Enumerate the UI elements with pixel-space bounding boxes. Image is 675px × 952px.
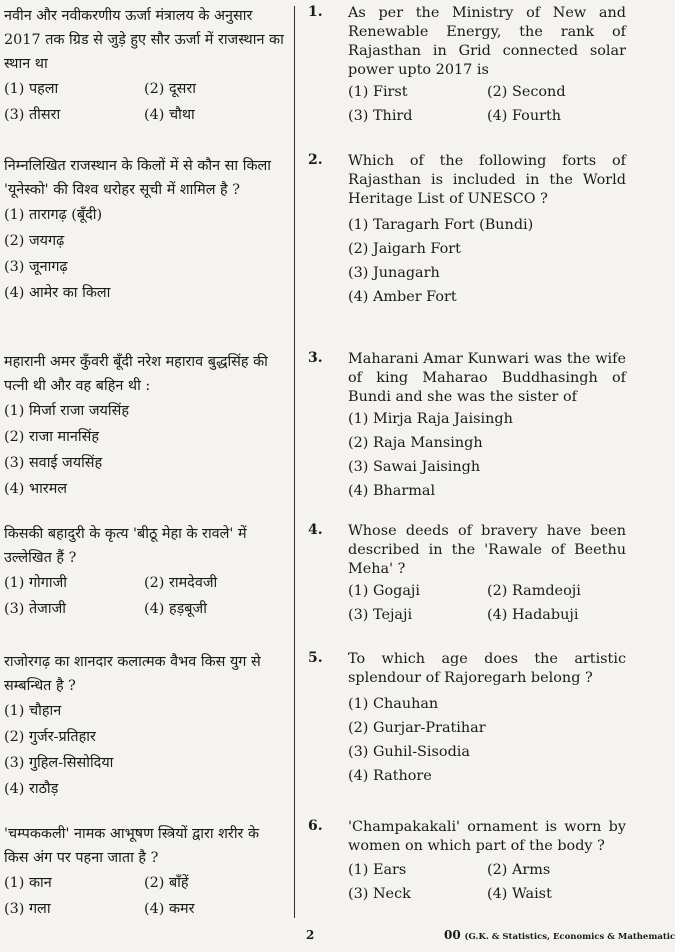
option-2: (2) Gurjar-Pratihar [348,720,486,736]
option-3: (3) Tejaji [348,607,413,623]
option-1: (1) तारागढ़ (बूँदी) [4,207,103,223]
option-2: (2) Jaigarh Fort [348,241,461,257]
option-2: (2) Ramdeoji [487,583,581,599]
option-4: (4) भारमल [4,481,68,497]
question-number: 1. [308,4,323,20]
question-text: 'चम्पककली' नामक आभूषण स्त्रियों द्वारा शरीर के किस अंग पर पहना जाता है ? [4,826,260,866]
question-text: Which of the following forts of Rajasthan is included in the World Heritage List of UNESCO ? [348,153,626,207]
hindi-question-3 [4,350,287,502]
question-text: किसकी बहादुरी के कृत्य 'बीठू मेहा के रावले' में उल्लेखित हैं ? [4,526,247,566]
option-1: (1) चौहान [4,703,62,719]
option-2: (2) जयगढ़ [4,233,65,249]
english-question-4 [304,522,626,627]
option-3: (3) Guhil-Sisodia [348,744,470,760]
option-4: (4) Bharmal [348,483,436,499]
option-3: (3) गला [4,901,51,917]
option-4: (4) Fourth [487,108,562,124]
option-1: (1) मिर्जा राजा जयसिंह [4,403,129,419]
option-4: (4) हड़बूजी [144,601,207,617]
hindi-question-1 [4,4,287,128]
option-4: (4) Hadabuji [487,607,579,623]
column-divider [294,6,295,918]
option-3: (3) Sawai Jaisingh [348,459,481,475]
option-2: (2) गुर्जर-प्रतिहार [4,729,96,745]
question-number: 5. [308,650,323,666]
option-1: (1) पहला [4,81,59,97]
footer-code [444,928,675,942]
option-1: (1) Ears [348,862,407,878]
option-2: (2) दूसरा [144,81,196,97]
question-text: As per the Ministry of New and Renewable Energy, the rank of Rajasthan in Grid connected solar power upto 2017 is [348,5,626,78]
english-question-1 [304,4,626,128]
option-2: (2) Raja Mansingh [348,435,483,451]
paper-code: 00 [444,928,461,942]
hindi-question-6 [4,822,287,922]
option-1: (1) गोगाजी [4,575,68,591]
page-number: 2 [306,928,315,942]
english-question-3 [304,350,626,503]
question-text: To which age does the artistic splendour of Rajoregarh belong ? [348,651,626,686]
question-number: 2. [308,152,323,168]
option-2: (2) रामदेवजी [144,575,218,591]
option-1: (1) Gogaji [348,583,420,599]
option-1: (1) कान [4,875,52,891]
option-3: (3) गुहिल-सिसोदिया [4,755,114,771]
option-3: (3) जूनागढ़ [4,259,68,275]
paper-subject: (G.K. & Statistics, Economics & Mathematic [464,932,675,942]
hindi-question-4 [4,522,287,622]
english-question-2 [304,152,626,309]
english-question-6 [304,818,626,906]
option-2: (2) Arms [487,862,551,878]
option-4: (4) Rathore [348,768,432,784]
option-3: (3) तेजाजी [4,601,66,617]
question-number: 4. [308,522,323,538]
question-text: Maharani Amar Kunwari was the wife of king Maharao Buddhasingh of Bundi and she was the sister of [348,351,626,405]
hindi-question-2 [4,154,287,306]
option-4: (4) Amber Fort [348,289,457,305]
question-text: निम्नलिखित राजस्थान के किलों में से कौन सा किला 'यूनेस्को' की विश्व धरोहर सूची में शामिल है ? [4,158,271,198]
option-4: (4) राठौड़ [4,781,59,797]
question-number: 3. [308,350,323,366]
option-1: (1) Taragarh Fort (Bundi) [348,217,534,233]
question-number: 6. [308,818,323,834]
question-text: Whose deeds of bravery have been described in the 'Rawale of Beethu Meha' ? [348,523,626,577]
option-2: (2) Second [487,84,566,100]
option-1: (1) Mirja Raja Jaisingh [348,411,513,427]
question-text: 'Champakakali' ornament is worn by women on which part of the body ? [348,819,626,854]
option-3: (3) Junagarh [348,265,440,281]
option-2: (2) बाँहें [144,875,189,891]
option-1: (1) First [348,84,408,100]
option-4: (4) कमर [144,901,195,917]
question-text: राजोरगढ़ का शानदार कलात्मक वैभव किस युग से सम्बन्धित है ? [4,654,261,694]
option-3: (3) सवाई जयसिंह [4,455,103,471]
option-2: (2) राजा मानसिंह [4,429,99,445]
question-text: महारानी अमर कुँवरी बूँदी नरेश महाराव बुद्धसिंह की पत्नी थी और वह बहिन थी : [4,354,268,394]
hindi-question-5 [4,650,287,802]
option-3: (3) तीसरा [4,107,61,123]
english-question-5 [304,650,626,788]
option-3: (3) Third [348,108,413,124]
question-text: नवीन और नवीकरणीय ऊर्जा मंत्रालय के अनुसार 2017 तक ग्रिड से जुड़े हुए सौर ऊर्जा में राजस्थान का स्थान था [4,8,284,72]
option-4: (4) चौथा [144,107,195,123]
option-4: (4) Waist [487,886,552,902]
option-1: (1) Chauhan [348,696,439,712]
option-3: (3) Neck [348,886,411,902]
option-4: (4) आमेर का किला [4,285,111,301]
